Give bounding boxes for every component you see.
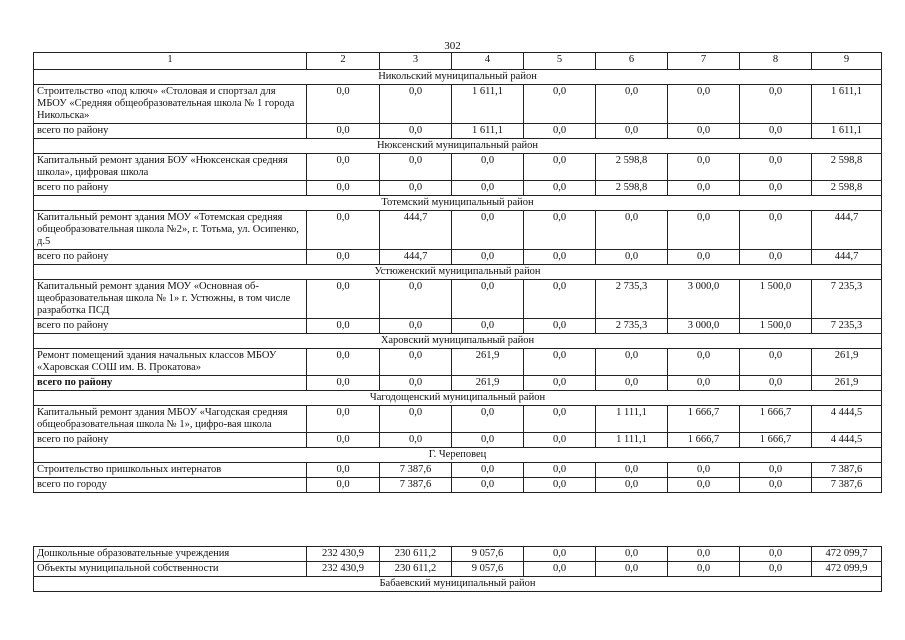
total-value: 1 666,7 xyxy=(740,433,812,448)
summary-value: 0,0 xyxy=(596,547,668,562)
district-row xyxy=(34,334,882,349)
total-value: 0,0 xyxy=(740,250,812,265)
total-value: 0,0 xyxy=(307,478,380,493)
value-cell: 0,0 xyxy=(452,211,524,250)
value-cell: 2 598,8 xyxy=(812,154,882,181)
total-value: 0,0 xyxy=(668,250,740,265)
table-row xyxy=(34,154,882,181)
object-name: Строительство «под ключ» «Столовая и спортзал для МБОУ «Средняя общеобразовательная школа № 1 города Никольска» xyxy=(34,85,307,124)
total-value: 1 611,1 xyxy=(452,124,524,139)
summary-value: 9 057,6 xyxy=(452,547,524,562)
total-value: 0,0 xyxy=(596,376,668,391)
object-name: Ремонт помещений здания начальных классов МБОУ «Харовская СОШ им. В. Прокатова» xyxy=(34,349,307,376)
value-cell: 0,0 xyxy=(596,211,668,250)
total-value: 2 598,8 xyxy=(596,181,668,196)
total-value: 0,0 xyxy=(452,478,524,493)
total-value: 0,0 xyxy=(380,181,452,196)
page-number: 302 xyxy=(444,40,461,52)
table-row xyxy=(34,85,882,124)
summary-name: Объекты муниципальной собственности xyxy=(34,562,307,577)
column-header-7: 7 xyxy=(668,53,740,70)
object-name: Капитальный ремонт здания МОУ «Основная об-щеобразовательная школа № 1» г. Устюжны, в том числе разработка ПСД xyxy=(34,280,307,319)
total-value: 0,0 xyxy=(740,124,812,139)
total-value: 0,0 xyxy=(307,319,380,334)
table-row xyxy=(34,406,882,433)
column-header-8: 8 xyxy=(740,53,812,70)
value-cell: 0,0 xyxy=(668,85,740,124)
summary-table xyxy=(33,546,882,592)
table-row xyxy=(34,463,882,478)
column-header-3: 3 xyxy=(380,53,452,70)
district-name: Харовский муниципальный район xyxy=(34,334,882,349)
total-value: 0,0 xyxy=(740,376,812,391)
table-row xyxy=(34,349,882,376)
object-name: Капитальный ремонт здания МБОУ «Чагодская средняя общеобразовательная школа № 1», цифро-вая школа xyxy=(34,406,307,433)
value-cell: 1 666,7 xyxy=(668,406,740,433)
total-label: всего по району xyxy=(34,181,307,196)
total-value: 1 611,1 xyxy=(812,124,882,139)
summary-value: 0,0 xyxy=(740,547,812,562)
value-cell: 0,0 xyxy=(524,154,596,181)
total-value: 444,7 xyxy=(812,250,882,265)
total-value: 7 387,6 xyxy=(812,478,882,493)
summary-footer: Бабаевский муниципальный район xyxy=(34,577,882,592)
total-value: 0,0 xyxy=(452,181,524,196)
total-value: 0,0 xyxy=(668,181,740,196)
total-value: 0,0 xyxy=(668,124,740,139)
value-cell: 0,0 xyxy=(524,85,596,124)
value-cell: 7 387,6 xyxy=(812,463,882,478)
value-cell: 7 387,6 xyxy=(380,463,452,478)
total-value: 0,0 xyxy=(380,124,452,139)
district-name: Г. Череповец xyxy=(34,448,882,463)
value-cell: 261,9 xyxy=(452,349,524,376)
total-value: 0,0 xyxy=(380,376,452,391)
value-cell: 0,0 xyxy=(307,463,380,478)
summary-value: 472 099,7 xyxy=(812,547,882,562)
value-cell: 0,0 xyxy=(380,85,452,124)
total-value: 4 444,5 xyxy=(812,433,882,448)
value-cell: 0,0 xyxy=(740,211,812,250)
total-value: 0,0 xyxy=(596,250,668,265)
district-row xyxy=(34,196,882,211)
value-cell: 3 000,0 xyxy=(668,280,740,319)
district-name: Тотемский муниципальный район xyxy=(34,196,882,211)
summary-value: 232 430,9 xyxy=(307,547,380,562)
total-label: всего по району xyxy=(34,250,307,265)
summary-value: 0,0 xyxy=(740,562,812,577)
value-cell: 4 444,5 xyxy=(812,406,882,433)
value-cell: 0,0 xyxy=(380,406,452,433)
district-name: Устюженский муниципальный район xyxy=(34,265,882,280)
total-value: 7 235,3 xyxy=(812,319,882,334)
total-value: 0,0 xyxy=(596,478,668,493)
total-value: 0,0 xyxy=(668,376,740,391)
value-cell: 0,0 xyxy=(307,349,380,376)
total-value: 0,0 xyxy=(524,124,596,139)
total-value: 0,0 xyxy=(524,478,596,493)
value-cell: 2 598,8 xyxy=(596,154,668,181)
table-row xyxy=(34,211,882,250)
value-cell: 444,7 xyxy=(812,211,882,250)
total-value: 1 111,1 xyxy=(596,433,668,448)
summary-value: 230 611,2 xyxy=(380,547,452,562)
summary-value: 0,0 xyxy=(668,562,740,577)
summary-footer-row xyxy=(34,577,882,592)
total-value: 261,9 xyxy=(452,376,524,391)
value-cell: 0,0 xyxy=(452,463,524,478)
summary-value: 0,0 xyxy=(524,547,596,562)
total-value: 0,0 xyxy=(307,250,380,265)
district-name: Нюксенский муниципальный район xyxy=(34,139,882,154)
column-header-4: 4 xyxy=(452,53,524,70)
total-value: 0,0 xyxy=(524,181,596,196)
value-cell: 0,0 xyxy=(524,463,596,478)
column-header-6: 6 xyxy=(596,53,668,70)
summary-value: 0,0 xyxy=(596,562,668,577)
value-cell: 1 611,1 xyxy=(812,85,882,124)
district-row xyxy=(34,139,882,154)
value-cell: 0,0 xyxy=(452,406,524,433)
value-cell: 1 666,7 xyxy=(740,406,812,433)
total-value: 0,0 xyxy=(596,124,668,139)
value-cell: 2 735,3 xyxy=(596,280,668,319)
district-total-row xyxy=(34,319,882,334)
total-label: всего по городу xyxy=(34,478,307,493)
value-cell: 0,0 xyxy=(524,211,596,250)
total-value: 0,0 xyxy=(307,433,380,448)
total-value: 7 387,6 xyxy=(380,478,452,493)
total-value: 0,0 xyxy=(307,124,380,139)
total-value: 0,0 xyxy=(740,478,812,493)
summary-row xyxy=(34,562,882,577)
district-row xyxy=(34,391,882,406)
total-value: 0,0 xyxy=(740,181,812,196)
value-cell: 0,0 xyxy=(740,85,812,124)
value-cell: 0,0 xyxy=(380,154,452,181)
object-name: Капитальный ремонт здания МОУ «Тотемская средняя общеобразовательная школа №2», г. Тотьма, ул. Осипенко, д.5 xyxy=(34,211,307,250)
total-label: всего по району xyxy=(34,376,307,391)
column-header-2: 2 xyxy=(307,53,380,70)
value-cell: 0,0 xyxy=(596,349,668,376)
total-value: 2 598,8 xyxy=(812,181,882,196)
value-cell: 0,0 xyxy=(452,154,524,181)
value-cell: 0,0 xyxy=(307,154,380,181)
total-value: 0,0 xyxy=(452,319,524,334)
value-cell: 0,0 xyxy=(452,280,524,319)
total-value: 0,0 xyxy=(524,376,596,391)
total-value: 0,0 xyxy=(524,433,596,448)
value-cell: 0,0 xyxy=(740,154,812,181)
value-cell: 0,0 xyxy=(307,85,380,124)
district-total-row xyxy=(34,181,882,196)
column-header-5: 5 xyxy=(524,53,596,70)
summary-value: 472 099,9 xyxy=(812,562,882,577)
district-name: Никольский муниципальный район xyxy=(34,70,882,85)
summary-value: 9 057,6 xyxy=(452,562,524,577)
total-value: 0,0 xyxy=(307,181,380,196)
header-row xyxy=(34,53,882,70)
object-name: Строительство пришкольных интернатов xyxy=(34,463,307,478)
total-label: всего по району xyxy=(34,433,307,448)
value-cell: 0,0 xyxy=(668,211,740,250)
summary-value: 0,0 xyxy=(668,547,740,562)
value-cell: 0,0 xyxy=(307,211,380,250)
value-cell: 0,0 xyxy=(380,349,452,376)
value-cell: 0,0 xyxy=(596,85,668,124)
column-header-9: 9 xyxy=(812,53,882,70)
value-cell: 1 500,0 xyxy=(740,280,812,319)
object-name: Капитальный ремонт здания БОУ «Нюксенская средняя школа», цифровая школа xyxy=(34,154,307,181)
total-value: 0,0 xyxy=(380,319,452,334)
total-value: 0,0 xyxy=(307,376,380,391)
value-cell: 261,9 xyxy=(812,349,882,376)
value-cell: 0,0 xyxy=(668,349,740,376)
total-value: 0,0 xyxy=(380,433,452,448)
district-total-row xyxy=(34,124,882,139)
total-value: 1 500,0 xyxy=(740,319,812,334)
value-cell: 0,0 xyxy=(524,349,596,376)
total-value: 3 000,0 xyxy=(668,319,740,334)
district-total-row xyxy=(34,478,882,493)
summary-value: 0,0 xyxy=(524,562,596,577)
district-total-row xyxy=(34,250,882,265)
value-cell: 1 111,1 xyxy=(596,406,668,433)
value-cell: 1 611,1 xyxy=(452,85,524,124)
budget-table xyxy=(33,52,882,493)
district-total-row xyxy=(34,376,882,391)
value-cell: 0,0 xyxy=(668,463,740,478)
district-row xyxy=(34,70,882,85)
value-cell: 0,0 xyxy=(307,406,380,433)
summary-value: 232 430,9 xyxy=(307,562,380,577)
total-value: 0,0 xyxy=(524,250,596,265)
total-value: 0,0 xyxy=(452,250,524,265)
value-cell: 0,0 xyxy=(668,154,740,181)
column-header-1: 1 xyxy=(34,53,307,70)
value-cell: 0,0 xyxy=(380,280,452,319)
district-total-row xyxy=(34,433,882,448)
total-value: 444,7 xyxy=(380,250,452,265)
district-row xyxy=(34,265,882,280)
total-label: всего по району xyxy=(34,319,307,334)
value-cell: 444,7 xyxy=(380,211,452,250)
value-cell: 0,0 xyxy=(524,280,596,319)
total-value: 0,0 xyxy=(668,478,740,493)
table-row xyxy=(34,280,882,319)
total-value: 261,9 xyxy=(812,376,882,391)
value-cell: 0,0 xyxy=(524,406,596,433)
value-cell: 7 235,3 xyxy=(812,280,882,319)
total-value: 2 735,3 xyxy=(596,319,668,334)
summary-row xyxy=(34,547,882,562)
district-row xyxy=(34,448,882,463)
total-label: всего по району xyxy=(34,124,307,139)
summary-value: 230 611,2 xyxy=(380,562,452,577)
district-name: Чагодощенский муниципальный район xyxy=(34,391,882,406)
total-value: 1 666,7 xyxy=(668,433,740,448)
value-cell: 0,0 xyxy=(307,280,380,319)
value-cell: 0,0 xyxy=(740,349,812,376)
summary-name: Дошкольные образовательные учреждения xyxy=(34,547,307,562)
total-value: 0,0 xyxy=(452,433,524,448)
total-value: 0,0 xyxy=(524,319,596,334)
value-cell: 0,0 xyxy=(740,463,812,478)
value-cell: 0,0 xyxy=(596,463,668,478)
